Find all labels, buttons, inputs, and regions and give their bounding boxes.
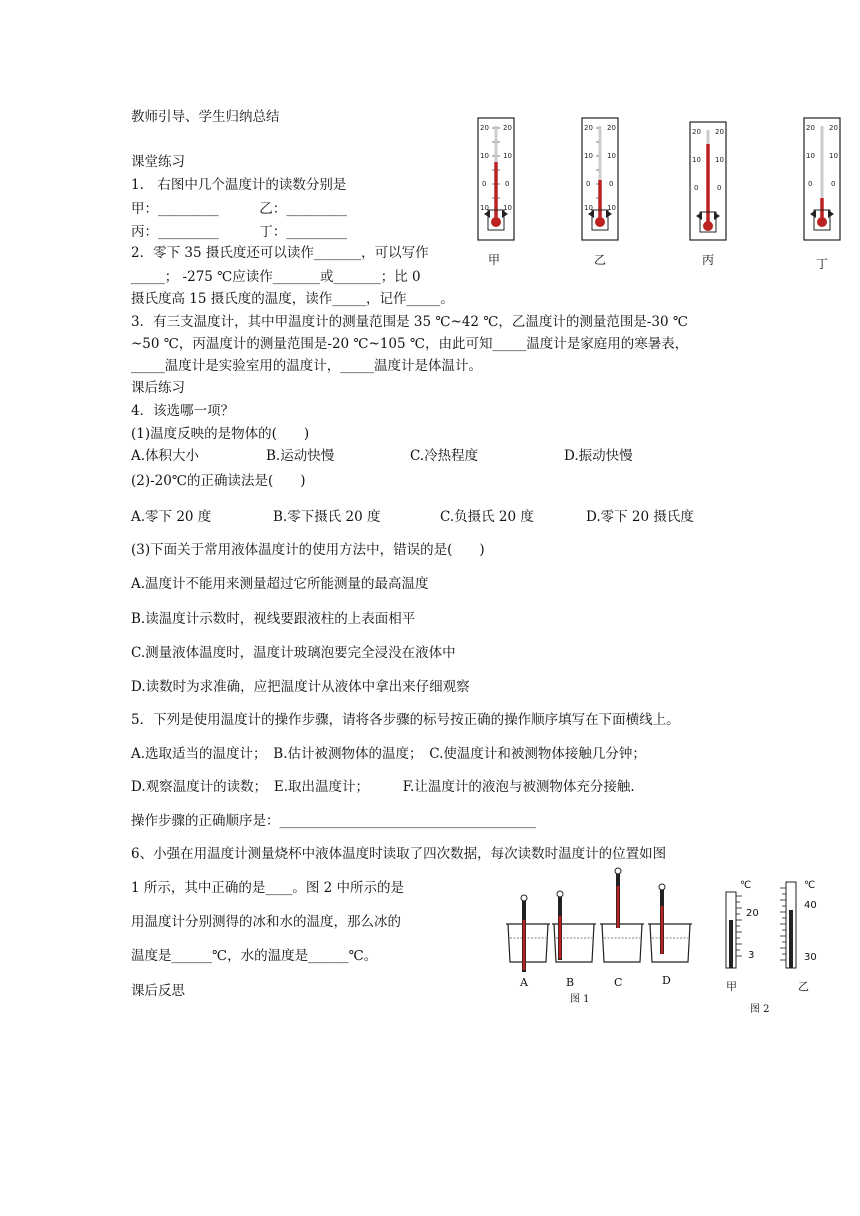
q1-row1: 甲：_________ 乙：_________: [131, 201, 347, 217]
tick-label: 0: [808, 180, 813, 188]
tick-label: 0: [717, 184, 722, 192]
q4-s3-opt-b: B.读温度计示数时，视线要跟液柱的上表面相平: [131, 611, 416, 627]
tick-label: 0: [609, 180, 614, 188]
q4-title: 4．该选哪一项？: [131, 403, 235, 419]
thermometer-yi: [582, 118, 618, 240]
q3-line2: ~50 ℃，丙温度计的测量范围是-20 ℃~105 ℃，由此可知_____温度计是家庭用的寒暑表，: [131, 336, 689, 352]
figure2-thermometer-yi: [780, 882, 796, 968]
beaker-label-c: C: [614, 976, 623, 989]
q4-s1-opt-c: C.冷热程度: [410, 448, 479, 464]
figure2-caption: 图 2: [750, 1004, 770, 1015]
figure2-label-yi: 乙: [798, 980, 809, 993]
q4-s2-opt-b: B.零下摄氏 20 度: [273, 509, 381, 525]
q5-line1: A.选取适当的温度计； B.估计被测物体的温度； C.使温度计和被测物体接触几分钟；: [131, 746, 646, 762]
q6-line3: 用温度计分别测得的冰和水的温度，那么冰的: [131, 914, 401, 930]
figure1-caption: 图 1: [570, 994, 590, 1005]
thermometer-label-yi: 乙: [594, 253, 607, 267]
q2-line2: _____； -275 ℃应读作_______或_______；比 0: [131, 269, 421, 285]
jia-tick-3: 3: [748, 950, 755, 961]
section-after-class: 课后练习: [131, 380, 185, 396]
q4-s2-opt-c: C.负摄氏 20 度: [440, 509, 534, 525]
tick-label: 10: [715, 156, 724, 164]
q5-title: 5．下列是使用温度计的操作步骤，请将各步骤的标号按正确的操作顺序填写在下面横线上。: [131, 712, 680, 728]
tick-label: 20: [829, 124, 838, 132]
section-class-practice: 课堂练习: [131, 154, 185, 170]
tick-label: 20: [607, 124, 616, 132]
q2-line3: 摄氏度高 15 摄氏度的温度，读作_____，记作_____。: [131, 291, 454, 307]
reflection: 课后反思: [131, 983, 185, 999]
tick-label: 10: [607, 152, 616, 160]
q4-s3-opt-c: C.测量液体温度时，温度计玻璃泡要完全浸没在液体中: [131, 645, 456, 661]
tick-label: 20: [806, 124, 815, 132]
tick-label: 20: [584, 124, 593, 132]
thermometer-jia: [478, 118, 514, 240]
q3-line3: _____温度计是实验室用的温度计，_____温度计是体温计。: [131, 358, 482, 374]
beaker-label-b: B: [566, 976, 575, 989]
tick-label: 10: [503, 204, 512, 212]
q1-row2: 丙：_________ 丁：_________: [131, 224, 347, 240]
q4-s2-opt-d: D.零下 20 摄氏度: [586, 509, 694, 525]
q6-line1: 6、小强在用温度计测量烧杯中液体温度时读取了四次数据，每次读数时温度计的位置如图: [131, 846, 667, 862]
jia-tick-20: 20: [746, 908, 759, 919]
q4-s1-opt-a: A.体积大小: [131, 448, 200, 464]
tick-label: 10: [584, 152, 593, 160]
heading: 教师引导、学生归纳总结: [131, 109, 280, 125]
q4-s2-opt-a: A.零下 20 度: [131, 509, 212, 525]
q3-line1: 3．有三支温度计，其中甲温度计的测量范围是 35 ℃~42 ℃，乙温度计的测量范围是-30 ℃: [131, 314, 688, 330]
beaker-label-a: A: [520, 976, 528, 989]
tick-label: 20: [715, 128, 724, 136]
q4-s1: (1)温度反映的是物体的( ): [131, 426, 310, 442]
tick-label: 0: [694, 184, 699, 192]
thermometer-ding: [804, 118, 840, 240]
figure2-thermometer-jia: [726, 892, 742, 968]
tick-label: 20: [480, 124, 489, 132]
q4-s3-opt-a: A.温度计不能用来测量超过它所能测量的最高温度: [131, 576, 429, 592]
tick-label: 0: [482, 180, 487, 188]
tick-label: 0: [586, 180, 591, 188]
figure1-beakers: [500, 866, 700, 1008]
thermometer-label-bing: 丙: [702, 253, 715, 267]
yi-tick-30: 30: [804, 952, 817, 963]
q4-s3-opt-d: D.读数时为求准确，应把温度计从液体中拿出来仔细观察: [131, 679, 470, 695]
tick-label: 10: [607, 204, 616, 212]
thermometers-figure: [470, 112, 850, 278]
q5-answer: 操作步骤的正确顺序是：______________________________________: [131, 813, 536, 829]
tick-label: 10: [480, 204, 489, 212]
yi-tick-40: 40: [804, 900, 817, 911]
thermometer-label-jia: 甲: [488, 253, 501, 267]
tick-label: 20: [692, 128, 701, 136]
q5-line2: D.观察温度计的读数； E.取出温度计； F.让温度计的液泡与被测物体充分接触.: [131, 779, 635, 795]
figure2-label-jia: 甲: [726, 980, 737, 993]
tick-label: 10: [806, 152, 815, 160]
tick-label: 10: [692, 156, 701, 164]
tick-label: 10: [584, 204, 593, 212]
thermometer-bing: [690, 122, 726, 240]
tick-label: 0: [505, 180, 510, 188]
beaker-label-d: D: [662, 974, 671, 987]
q4-s2: (2)-20℃的正确读法是( ): [131, 473, 306, 489]
figure2-unit-yi: ℃: [804, 880, 816, 891]
thermometer-label-ding: 丁: [816, 257, 829, 271]
q2-line1: 2．零下 35 摄氏度还可以读作_______，可以写作: [131, 245, 429, 261]
figure2-thermometers: [712, 874, 838, 1020]
figure2-unit-jia: ℃: [740, 880, 752, 891]
q4-s1-opt-d: D.振动快慢: [564, 448, 633, 464]
tick-label: 10: [829, 152, 838, 160]
tick-label: 0: [831, 180, 836, 188]
q4-s1-opt-b: B.运动快慢: [266, 448, 335, 464]
q1-text: 1. 右图中几个温度计的读数分别是: [131, 177, 347, 193]
tick-label: 20: [503, 124, 512, 132]
q6-line4: 温度是______℃，水的温度是______℃。: [131, 948, 378, 964]
q6-line2: 1 所示，其中正确的是____。图 2 中所示的是: [131, 880, 405, 896]
q4-s3: (3)下面关于常用液体温度计的使用方法中，错误的是( ): [131, 542, 485, 558]
tick-label: 10: [480, 152, 489, 160]
tick-label: 10: [503, 152, 512, 160]
